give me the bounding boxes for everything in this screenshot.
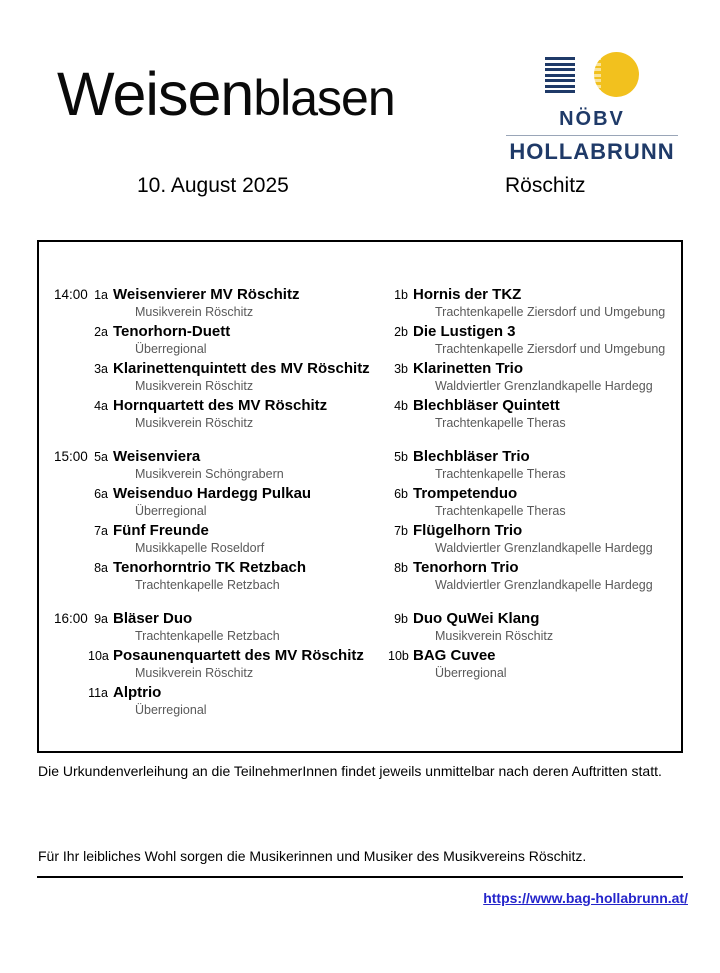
entry-number: 10b <box>388 649 409 663</box>
ensemble-name: Weisenduo Hardegg Pulkau <box>113 485 312 502</box>
ensemble-organization: Waldviertler Grenzlandkapelle Hardegg <box>435 541 653 555</box>
ensemble-name: Weisenviera <box>113 448 201 465</box>
entry-number: 10a <box>88 649 109 663</box>
schedule-row <box>54 646 681 681</box>
note-catering: Für Ihr leibliches Wohl sorgen die Musikerinnen und Musiker des Musikvereins Röschitz. <box>38 848 587 864</box>
entry-number: 11a <box>88 686 108 700</box>
ensemble-name: Die Lustigen 3 <box>413 323 516 340</box>
footer-divider <box>37 876 683 878</box>
event-date: 10. August 2025 <box>137 174 289 197</box>
ensemble-name: Tenorhorn Trio <box>413 559 519 576</box>
ensemble-organization: Überregional <box>135 342 207 356</box>
ensemble-organization: Trachtenkapelle Ziersdorf und Umgebung <box>435 342 666 356</box>
schedule-entry-right <box>388 396 681 431</box>
entry-number: 2b <box>394 325 408 339</box>
schedule-row <box>54 558 681 593</box>
ensemble-organization: Musikverein Röschitz <box>135 379 254 393</box>
logo-org-name: NÖBV <box>559 108 625 130</box>
time-label <box>54 521 88 556</box>
schedule-row <box>54 396 681 431</box>
ensemble-organization: Überregional <box>435 666 507 680</box>
schedule-entry-right <box>388 646 681 681</box>
logo-sun-stripes-icon <box>527 50 657 100</box>
website-link[interactable]: https://www.bag-hollabrunn.at/ <box>483 890 688 906</box>
entry-number: 6a <box>94 487 108 501</box>
entry-number: 3a <box>94 362 108 376</box>
schedule-entry-right <box>388 447 681 482</box>
ensemble-organization: Trachtenkapelle Theras <box>435 504 566 518</box>
ensemble-organization: Musikverein Schöngrabern <box>135 467 284 481</box>
ensemble-name: Alptrio <box>113 684 162 701</box>
ensemble-name: Blechbläser Trio <box>413 448 530 465</box>
ensemble-organization: Trachtenkapelle Theras <box>435 416 566 430</box>
schedule-entry-right <box>388 484 681 519</box>
ensemble-name: Tenorhorn-Duett <box>113 323 231 340</box>
time-label: 16:00 <box>54 611 88 626</box>
ensemble-name: Flügelhorn Trio <box>413 522 523 539</box>
time-label <box>54 484 88 519</box>
ensemble-organization: Trachtenkapelle Retzbach <box>135 629 280 643</box>
entry-number: 8a <box>94 561 108 575</box>
entry-number: 2a <box>94 325 108 339</box>
schedule-entry-right <box>388 322 681 357</box>
schedule-entry-left <box>88 558 388 593</box>
page-title-part1: Weisen <box>57 60 254 128</box>
entry-number: 9a <box>94 612 108 626</box>
ensemble-organization: Musikverein Röschitz <box>135 416 254 430</box>
ensemble-name: Klarinetten Trio <box>413 360 524 377</box>
entry-number: 6b <box>394 487 408 501</box>
time-label: 15:00 <box>54 449 88 464</box>
entry-number: 7a <box>94 524 108 538</box>
ensemble-name: Blechbläser Quintett <box>413 397 560 414</box>
entry-number: 5b <box>394 450 408 464</box>
schedule-entry-left <box>88 447 388 482</box>
event-location: Röschitz <box>505 174 586 197</box>
ensemble-organization: Waldviertler Grenzlandkapelle Hardegg <box>435 578 653 592</box>
entry-number: 3b <box>394 362 408 376</box>
schedule-entry-right <box>388 285 681 320</box>
ensemble-name: Weisenvierer MV Röschitz <box>113 286 300 303</box>
time-label <box>54 558 88 593</box>
entry-number: 4b <box>394 399 408 413</box>
schedule-entry-left <box>88 322 388 357</box>
time-label <box>54 646 88 681</box>
schedule-row <box>54 359 681 394</box>
schedule-row <box>54 484 681 519</box>
entry-number: 8b <box>394 561 408 575</box>
schedule-entry-left <box>88 609 388 644</box>
ensemble-name: Bläser Duo <box>113 610 193 627</box>
ensemble-name: Trompetenduo <box>413 485 518 502</box>
time-label <box>54 396 88 431</box>
schedule-row <box>54 521 681 556</box>
ensemble-organization: Waldviertler Grenzlandkapelle Hardegg <box>435 379 653 393</box>
schedule-entry-left <box>88 646 388 681</box>
logo-place-name: HOLLABRUNN <box>509 139 675 164</box>
ensemble-name: Fünf Freunde <box>113 522 209 539</box>
ensemble-name: Hornis der TKZ <box>413 286 522 303</box>
schedule-entry-right <box>388 609 681 644</box>
ensemble-name: Tenorhorntrio TK Retzbach <box>113 559 307 576</box>
ensemble-organization: Überregional <box>135 703 207 717</box>
schedule-entry-left <box>88 683 388 718</box>
page-title <box>57 60 395 128</box>
ensemble-name: Klarinettenquintett des MV Röschitz <box>113 360 370 377</box>
ensemble-organization: Trachtenkapelle Theras <box>435 467 566 481</box>
entry-number: 1b <box>394 288 408 302</box>
ensemble-organization: Musikverein Röschitz <box>135 305 254 319</box>
ensemble-organization: Trachtenkapelle Retzbach <box>135 578 280 592</box>
logo-divider <box>506 135 678 136</box>
ensemble-name: Posaunenquartett des MV Röschitz <box>113 647 364 664</box>
time-label: 14:00 <box>54 287 88 302</box>
schedule-row <box>54 285 681 320</box>
logo-stripes <box>545 57 601 96</box>
schedule-entry-right <box>388 359 681 394</box>
schedule-row <box>54 322 681 357</box>
ensemble-name: BAG Cuvee <box>413 647 496 664</box>
schedule-row <box>54 683 681 718</box>
schedule-entry-left <box>88 484 388 519</box>
page-title-part2: blasen <box>253 70 395 126</box>
time-label <box>54 359 88 394</box>
schedule-entry-right <box>388 558 681 593</box>
schedule-row <box>54 447 681 482</box>
ensemble-organization: Überregional <box>135 504 207 518</box>
entry-number: 9b <box>394 612 408 626</box>
ensemble-organization: Musikverein Röschitz <box>435 629 554 643</box>
note-certificates: Die Urkundenverleihung an die TeilnehmerInnen findet jeweils unmittelbar nach deren Auftritten statt. <box>38 763 662 779</box>
schedule-entry-left <box>88 285 388 320</box>
schedule-entry-left <box>88 396 388 431</box>
program-schedule-box <box>37 240 683 753</box>
schedule-entry-left <box>88 359 388 394</box>
ensemble-name: Hornquartett des MV Röschitz <box>113 397 328 414</box>
schedule-row <box>54 609 681 644</box>
entry-number: 4a <box>94 399 108 413</box>
ensemble-organization: Trachtenkapelle Ziersdorf und Umgebung <box>435 305 666 319</box>
entry-number: 5a <box>94 450 108 464</box>
noebv-hollabrunn-logo <box>492 50 692 165</box>
ensemble-organization: Musikverein Röschitz <box>135 666 254 680</box>
ensemble-name: Duo QuWei Klang <box>413 610 540 627</box>
entry-number: 7b <box>394 524 408 538</box>
ensemble-organization: Musikkapelle Roseldorf <box>135 541 265 555</box>
time-label <box>54 683 88 718</box>
schedule-entry-right <box>388 521 681 556</box>
entry-number: 1a <box>94 288 108 302</box>
schedule-entry-left <box>88 521 388 556</box>
time-label <box>54 322 88 357</box>
